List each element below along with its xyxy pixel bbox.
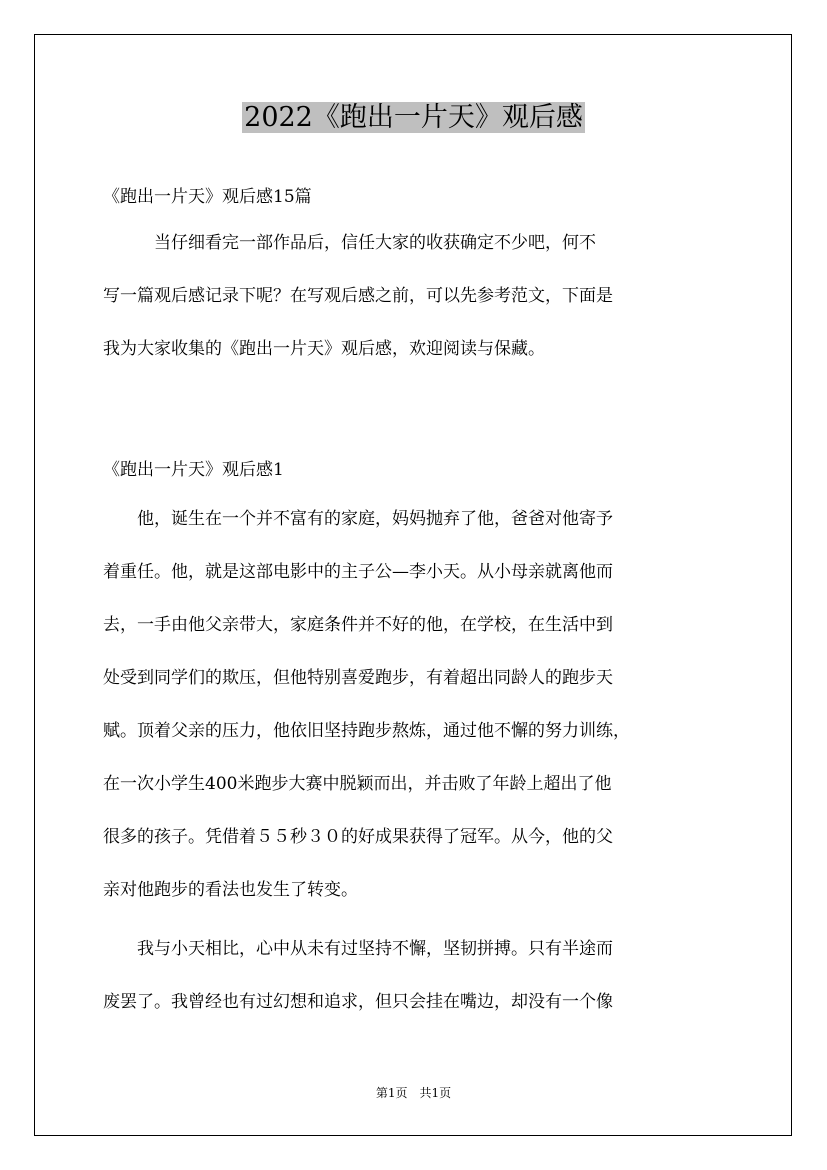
paragraph-line: 我与小天相比，心中从未有过坚持不懈，坚韧拼搏。只有半途而	[103, 939, 613, 959]
intro-paragraph	[103, 217, 728, 376]
body-paragraph-1	[103, 493, 728, 917]
paragraph-line: 去，一手由他父亲带大，家庭条件并不好的他，在学校，在生活中到	[103, 615, 613, 635]
paragraph-line: 很多的孩子。凭借着５５秒３０的好成果获得了冠军。从今，他的父	[103, 827, 613, 847]
paragraph-line: 着重任。他，就是这部电影中的主子公—李小天。从小母亲就离他而	[103, 562, 613, 582]
paragraph-line: 赋。顶着父亲的压力，他依旧坚持跑步熬炼，通过他不懈的努力训练，	[103, 721, 630, 741]
intro-line: 我为大家收集的《跑出一片天》观后感，欢迎阅读与保藏。	[103, 339, 545, 359]
paragraph-line: 亲对他跑步的看法也发生了转变。	[103, 880, 358, 900]
intro-line: 当仔细看完一部作品后，信任大家的收获确定不少吧，何不	[103, 233, 596, 253]
paragraph-line: 他，诞生在一个并不富有的家庭，妈妈抛弃了他，爸爸对他寄予	[103, 509, 613, 529]
body-paragraph-2	[103, 923, 728, 1029]
document-title	[0, 98, 827, 138]
paragraph-line: 处受到同学们的欺压，但他特别喜爱跑步，有着超出同龄人的跑步天	[103, 668, 613, 688]
section-heading: 《跑出一片天》观后感1	[103, 460, 284, 480]
page-footer: 第1页 共1页	[375, 1086, 452, 1100]
subtitle-heading: 《跑出一片天》观后感15篇	[103, 187, 312, 207]
paragraph-line: 废罢了。我曾经也有过幻想和追求，但只会挂在嘴边，却没有一个像	[103, 992, 613, 1012]
document-title-text: 2022《跑出一片天》观后感	[244, 102, 583, 133]
intro-line: 写一篇观后感记录下呢？在写观后感之前，可以先参考范文，下面是	[103, 286, 613, 306]
paragraph-line: 在一次小学生400米跑步大赛中脱颖而出，并击败了年龄上超出了他	[103, 774, 612, 794]
